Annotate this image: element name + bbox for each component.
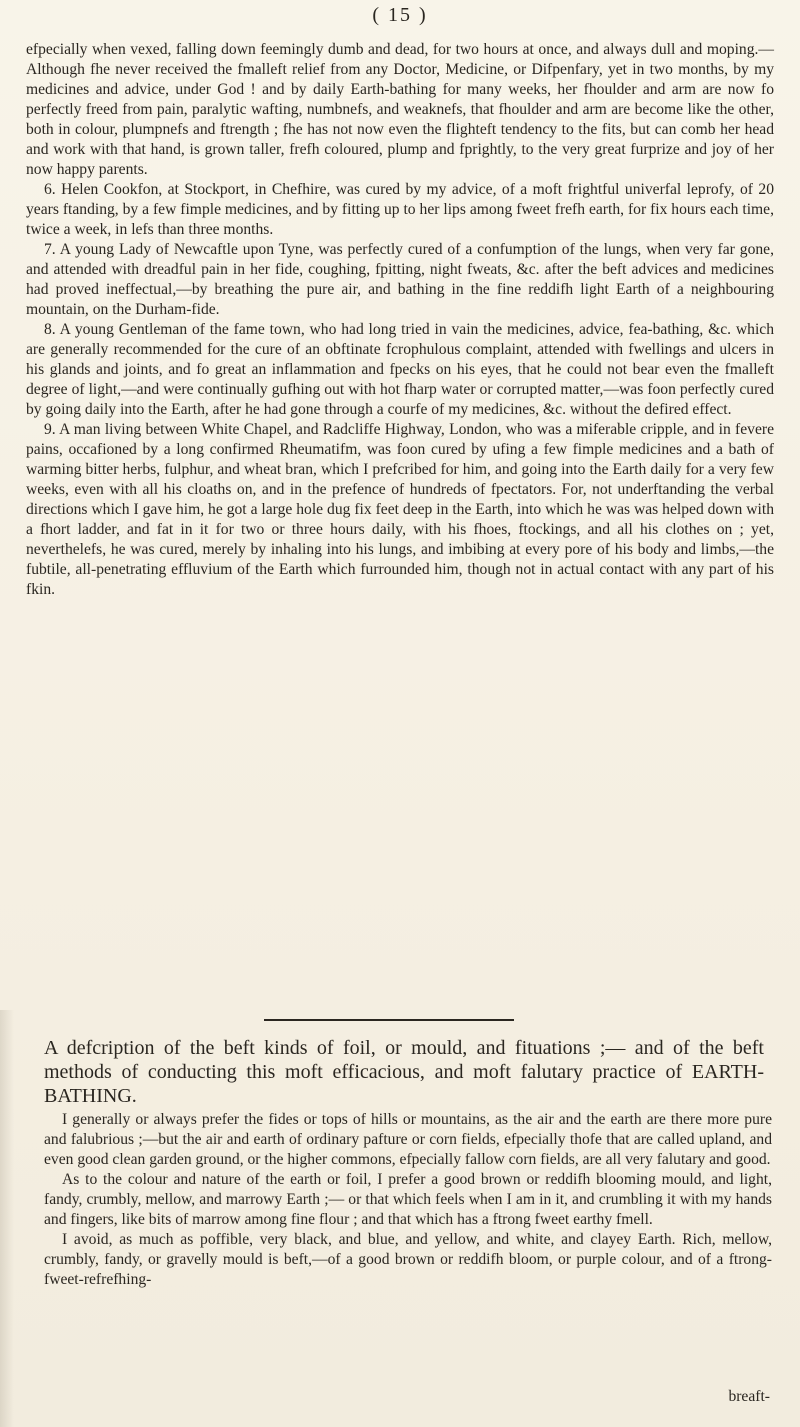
binding-edge-shadow [0,1010,14,1427]
section-body [44,1110,772,1290]
paragraph-case-8: 8. A young Gentleman of the fame town, who had long tried in vain the medicines, advice, fea-bathing, &c. which are generally recommended for the cure of an obftinate fcrophulous complaint, attended with fwellings and ulcers in his glands and joints, and fo great an inflammation and fpecks on his eyes, that he could not bear even the fmalleft degree of light,—and were continually gufhing out with hot fharp water or corrupted matter,—was foon perfectly cured by going daily into the Earth, after he had gone through a courfe of my medicines, &c. without the defired effect. [26,321,774,418]
body-text [26,40,774,600]
paragraph-continued: efpecially when vexed, falling down feemingly dumb and dead, for two hours at once, and always dull and moping.—Although fhe never received the fmalleft relief from any Doctor, Medicine, or Difpenfary, yet in two months, by my medicines and advice, under God ! and by daily Earth-bathing for many weeks, her fhoulder and arm are now fo perfectly freed from pain, paralytic wafting, numbnefs, and weaknefs, that fhoulder and arm are become like the other, both in colour, plumpnefs and ftrength ; fhe has not now even the flighteft tendency to the fits, but can comb her head and work with that hand, is grown taller, frefh coloured, plump and fprightly, to the very great furprize and joy of her now happy parents. [26,41,774,178]
section-paragraph-2: As to the colour and nature of the earth or foil, I prefer a good brown or reddifh blooming mould, and light, fandy, crumbly, mellow, and marrowy Earth ;— or that which feels when I am in it, and crumbling it with my hands and fingers, like bits of marrow among fine flour ; and that which has a ftrong fweet earthy fmell. [44,1171,772,1228]
paragraph-case-7: 7. A young Lady of Newcaftle upon Tyne, was perfectly cured of a confumption of the lungs, when very far gone, and attended with dreadful pain in her fide, coughing, fpitting, night fweats, &c. after the beft advices and medicines had proved ineffectual,—by breathing the pure air, and bathing in the fine reddifh light Earth of a neighbouring mountain, on the Durham-fide. [26,241,774,318]
section-heading [44,1036,764,1108]
section-paragraph-1: I generally or always prefer the fides or tops of hills or mountains, as the air and the earth are there more pure and falubrious ;—but the air and earth of ordinary pafture or corn fields, efpecially thofe that are called upland, and even good clean garden ground, or the higher commons, efpecially fallow corn fields, are all very falutary and good. [44,1111,772,1168]
section-heading-text: A defcription of the beft kinds of foil, or mould, and fituations ;— and of the beft methods of conducting this moft efficacious, and moft falutary practice of EARTH-BATHING. [44,1037,764,1107]
page-number: ( 15 ) [372,4,428,26]
section-divider [264,1019,514,1021]
paragraph-case-9: 9. A man living between White Chapel, and Radcliffe Highway, London, who was a miferable cripple, and in fevere pains, occafioned by a long confirmed Rheumatifm, was foon cured by ufing a few fimple medicines and a bath of warming bitter herbs, fulphur, and wheat bran, which I prefcribed for him, and going into the Earth daily for a very few weeks, even with all his cloaths on, and in the prefence of hundreds of fpectators. For, not underftanding the verbal directions which I gave him, he got a large hole dug fix feet deep in the Earth, into which he was was helped down with a fhort ladder, and fat in it for two or three hours daily, with his fhoes, ftockings, and all his clothes on ; yet, neverthelefs, he was cured, merely by inhaling into his lungs, and imbibing at every pore of his body and limbs,—the fubtile, all-penetrating effluvium of the Earth which furrounded him, though not in actual contact with any part of his fkin. [26,421,774,598]
section-paragraph-3: I avoid, as much as poffible, very black, and blue, and yellow, and white, and clayey Earth. Rich, mellow, crumbly, fandy, or gravelly mould is beft,—of a good brown or reddifh bloom, or purple colour, and of a ftrong-fweet-refrefhing- [44,1231,772,1288]
paragraph-case-6: 6. Helen Cookfon, at Stockport, in Chefhire, was cured by my advice, of a moft frightful univerfal leprofy, of 20 years ftanding, by a few fimple medicines, and by fitting up to her lips among fweet frefh earth, for fix hours each time, twice a week, in lefs than three months. [26,181,774,238]
catchword: breaft- [728,1388,770,1405]
